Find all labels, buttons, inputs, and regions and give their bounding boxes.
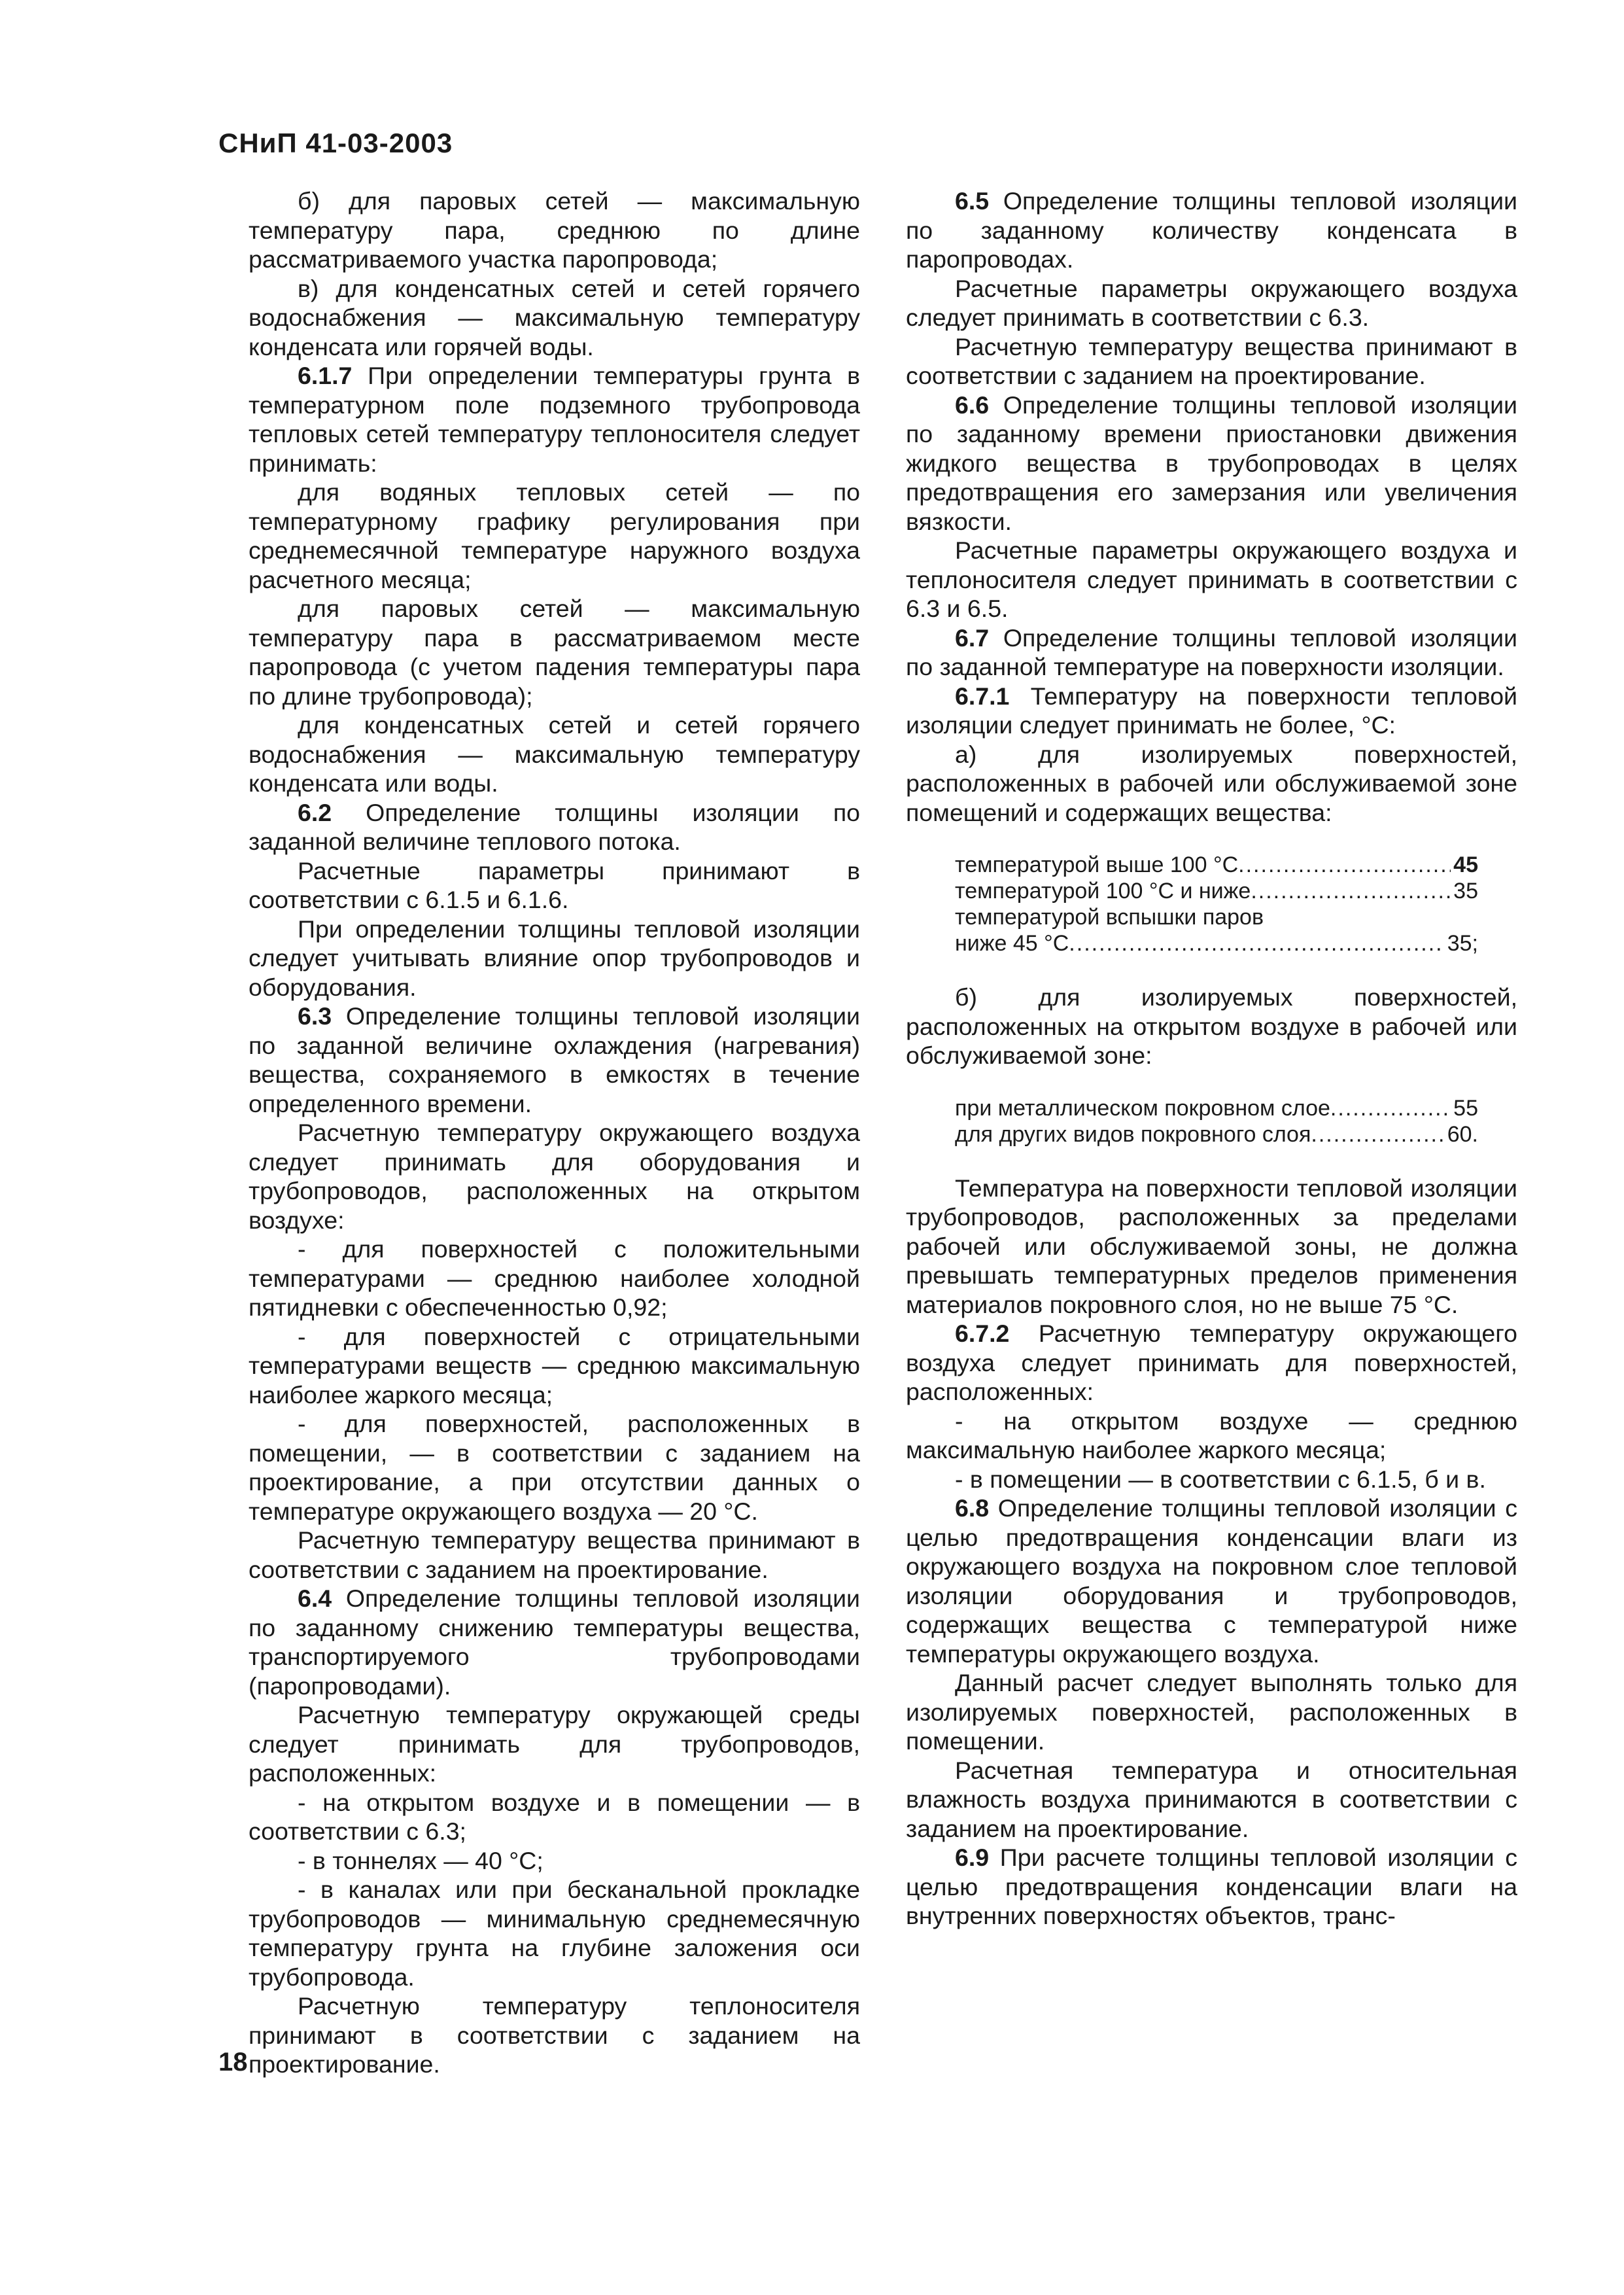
paragraph: Расчетные параметры окружающего воздуха следует принимать в соответствии с 6.3. (906, 274, 1517, 331)
clause-6-7-2 (906, 1319, 1517, 1407)
temperature-limits-table-b (955, 1095, 1478, 1148)
clause-text: Определение толщины тепловой изоляции по заданному времени приостановки движения жидкого вещества в трубопроводах в целях предотвращения его замерзания или увеличения вязкости. (906, 391, 1517, 535)
list-item: - на открытом воздухе — среднюю максимальную наиболее жаркого месяца; (906, 1407, 1517, 1463)
paragraph: Данный расчет следует выполнять только для изолируемых поверхностей, расположенных в помещении. (906, 1669, 1517, 1755)
right-column (906, 186, 1517, 1931)
paragraph: Расчетная температура и относительная влажность воздуха принимаются в соответствии с заданием на проектирование. (906, 1756, 1517, 1842)
clause-number: 6.7.2 (955, 1320, 1010, 1347)
list-item: - для поверхностей, расположенных в помещении, — в соответствии с заданием на проектирование, а при отсутствии данных о температуре окружающего воздуха — 20 °С. (249, 1410, 860, 1525)
row-value: 35 (1453, 879, 1478, 903)
paragraph: а) для изолируемых поверхностей, расположенных в рабочей или обслуживаемой зоне помещений и содержащих вещества: (906, 740, 1517, 826)
clause-number: 6.4 (298, 1585, 332, 1612)
clause-6-5 (906, 186, 1517, 274)
table-row (955, 930, 1478, 956)
clause-text: При расчете толщины тепловой изоляции с целью предотвращения конденсации влаги на внутренних поверхностях объектов, транс- (906, 1844, 1517, 1929)
clause-text: Определение толщины тепловой изоляции по заданному снижению температуры вещества, транспортируемого трубопроводами (паропроводами). (249, 1585, 860, 1700)
table-row (955, 1095, 1478, 1121)
clause-number: 6.3 (298, 1002, 332, 1030)
list-item: - для поверхностей с отрицательными температурами веществ — среднюю максимальную наиболее жаркого месяца; (249, 1322, 860, 1409)
row-label: при металлическом покровном слое (955, 1095, 1330, 1121)
paragraph: Расчетную температуру вещества принимают в соответствии с заданием на проектирование. (249, 1526, 860, 1583)
left-column (249, 186, 860, 2079)
clause-number: 6.6 (955, 391, 990, 419)
clause-6-7-1 (906, 682, 1517, 740)
row-value: 45 (1453, 852, 1478, 877)
clause-number: 6.1.7 (298, 362, 353, 389)
clause-number: 6.8 (955, 1494, 990, 1522)
row-label: ниже 45 °С (955, 931, 1069, 956)
paragraph: Температура на поверхности тепловой изоляции трубопроводов, расположенных за пределами рабочей или обслуживаемой зоны, не должна превышать температурных пределов применения материалов покровного слоя, но не выше 75 °С. (906, 1174, 1517, 1318)
paragraph: При определении толщины тепловой изоляции следует учитывать влияние опор трубопроводов и оборудования. (249, 915, 860, 1001)
clause-text: Определение толщины тепловой изоляции по заданной температуре на поверхности изоляции. (906, 623, 1517, 680)
list-item: - в каналах или при бесканальной прокладке трубопроводов — минимальную среднемесячную температуру грунта на глубине заложения оси трубопровода. (249, 1876, 860, 1991)
clause-number: 6.7.1 (955, 682, 1010, 710)
clause-6-2 (249, 798, 860, 856)
row-value: 35; (1447, 931, 1478, 956)
paragraph: для водяных тепловых сетей — по температурному графику регулирования при среднемесячной температуре наружного воздуха расчетного месяца; (249, 478, 860, 593)
clause-6-8 (906, 1494, 1517, 1668)
paragraph: Расчетные параметры принимают в соответствии с 6.1.5 и 6.1.6. (249, 856, 860, 913)
clause-6-9 (906, 1843, 1517, 1931)
table-row (955, 1121, 1478, 1148)
clause-6-6 (906, 391, 1517, 536)
clause-number: 6.2 (298, 798, 332, 826)
table-row (955, 852, 1478, 878)
page-number: 18 (218, 2048, 248, 2076)
paragraph: б) для изолируемых поверхностей, расположенных на открытом воздухе в рабочей или обслуживаемой зоне: (906, 983, 1517, 1069)
list-item: - в помещении — в соответствии с 6.1.5, б и в. (955, 1465, 1486, 1493)
paragraph: Расчетную температуру окружающего воздуха следует принимать для оборудования и трубопроводов, расположенных на открытом воздухе: (249, 1119, 860, 1234)
row-value: 55 (1453, 1095, 1478, 1121)
row-label: температурой выше 100 °С (955, 852, 1239, 877)
clause-text: Температуру на поверхности тепловой изоляции следует принимать не более, °С: (906, 682, 1517, 739)
clause-number: 6.5 (955, 187, 990, 215)
clause-6-4 (249, 1584, 860, 1700)
paragraph: Расчетную температуру вещества принимают в соответствии с заданием на проектирование. (906, 332, 1517, 389)
list-item: - на открытом воздухе и в помещении — в соответствии с 6.3; (249, 1788, 860, 1845)
paragraph: для паровых сетей — максимальную температуру пара в рассматриваемом месте паропровода (с учетом падения температуры пара по длине трубопровода); (249, 595, 860, 710)
row-label: для других видов покровного слоя (955, 1121, 1311, 1147)
clause-6-7 (906, 623, 1517, 682)
clause-text: Определение толщины тепловой изоляции с целью предотвращения конденсации влаги из окружающего воздуха на покровном слое тепловой изоляции оборудования и трубопроводов, содержащих вещества с температурой ниже температуры окружающего воздуха. (906, 1494, 1517, 1668)
paragraph: в) для конденсатных сетей и сетей горячего водоснабжения — максимальную температуру конденсата или горячей воды. (249, 274, 860, 360)
paragraph: б) для паровых сетей — максимальную температуру пара, среднюю по длине рассматриваемого участка паропровода; (249, 187, 860, 273)
row-label: температурой вспышки паров (955, 905, 1264, 930)
clause-number: 6.9 (955, 1844, 990, 1871)
clause-text: Определение толщины тепловой изоляции по заданной величине охлаждения (нагревания) вещества, сохраняемого в емкостях в течение определенного времени. (249, 1002, 860, 1117)
clause-6-1-7 (249, 361, 860, 478)
list-item: - для поверхностей с положительными температурами — среднюю наиболее холодной пятидневки с обеспеченностью 0,92; (249, 1235, 860, 1321)
clause-6-3 (249, 1002, 860, 1118)
list-item: - в тоннелях — 40 °С; (298, 1846, 544, 1874)
clause-text: При определении температуры грунта в температурном поле подземного трубопровода тепловых сетей температуру теплоносителя следует принимать: (249, 362, 860, 477)
row-value: 60. (1447, 1121, 1478, 1147)
paragraph: для конденсатных сетей и сетей горячего водоснабжения — максимальную температуру конденсата или воды. (249, 711, 860, 797)
paragraph: Расчетную температуру теплоносителя принимают в соответствии с заданием на проектирование. (249, 1992, 860, 2078)
table-row (955, 904, 1478, 930)
temperature-limits-table-a (955, 852, 1478, 956)
row-label: температурой 100 °С и ниже (955, 879, 1251, 903)
clause-text: Расчетную температуру окружающего воздуха следует принимать для поверхностей, расположенных: (906, 1320, 1517, 1405)
clause-text: Определение толщины тепловой изоляции по заданному количеству конденсата в паропроводах. (906, 187, 1517, 273)
paragraph: Расчетные параметры окружающего воздуха и теплоносителя следует принимать в соответствии с 6.3 и 6.5. (906, 536, 1517, 622)
table-row (955, 878, 1478, 904)
paragraph: Расчетную температуру окружающей среды следует принимать для трубопроводов, расположенных: (249, 1701, 860, 1787)
clause-number: 6.7 (955, 623, 990, 652)
document-code-header: СНиП 41-03-2003 (218, 128, 453, 158)
clause-text: Определение толщины изоляции по заданной величине теплового потока. (249, 798, 860, 855)
